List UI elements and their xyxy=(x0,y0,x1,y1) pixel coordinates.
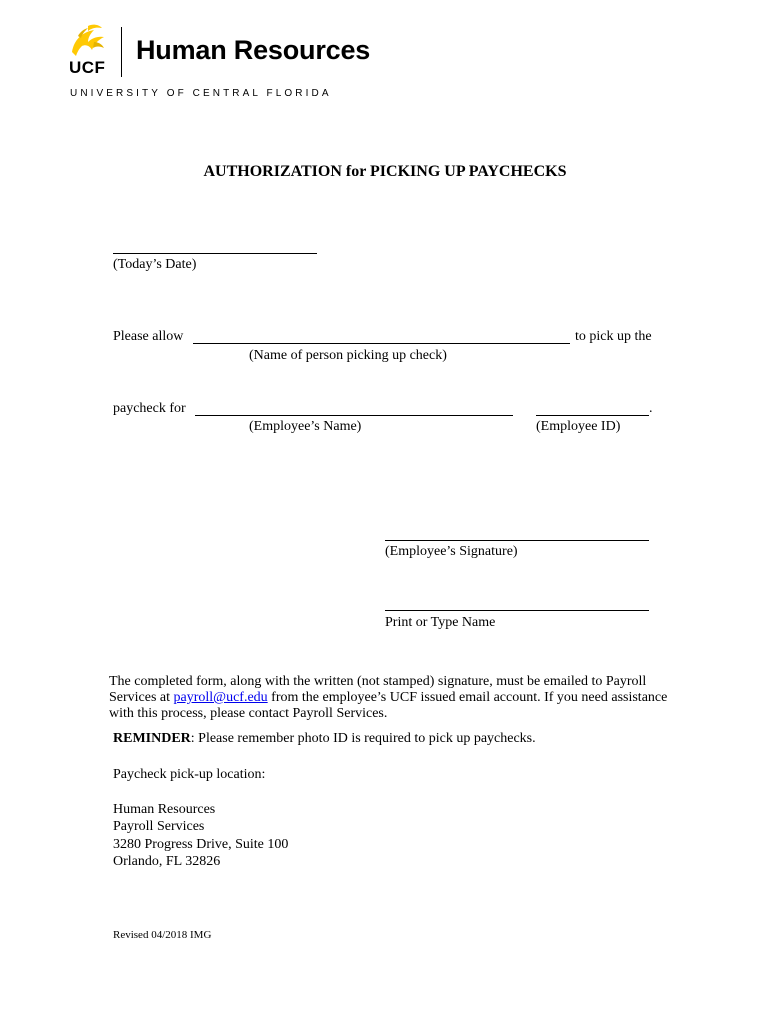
logo-initials: UCF xyxy=(69,58,106,77)
employee-name-field[interactable] xyxy=(195,415,513,416)
todays-date-field[interactable] xyxy=(113,253,317,254)
reminder-text: : Please remember photo ID is required to pick up paychecks. xyxy=(190,731,536,746)
reminder xyxy=(113,730,536,747)
instructions-text-after: from the employee’s UCF issued email account. If you need assistance with this process, please contact Payroll Services. xyxy=(109,690,668,721)
revision-note: Revised 04/2018 IMG xyxy=(113,929,212,941)
employee-id-label: (Employee ID) xyxy=(536,419,621,434)
employee-signature-label: (Employee’s Signature) xyxy=(385,544,518,559)
department-name: Human Resources xyxy=(136,35,371,65)
address-line: Human Resources xyxy=(113,802,216,817)
university-name: UNIVERSITY OF CENTRAL FLORIDA xyxy=(70,88,332,99)
period: . xyxy=(649,401,653,416)
employee-id-field[interactable] xyxy=(536,415,649,416)
employee-signature-field[interactable] xyxy=(385,540,649,541)
address-line: 3280 Progress Drive, Suite 100 xyxy=(113,837,289,852)
address-line: Payroll Services xyxy=(113,819,205,834)
pickup-heading: Paycheck pick-up location: xyxy=(113,767,266,782)
allow-suffix: to pick up the xyxy=(575,329,652,344)
instructions-paragraph xyxy=(109,674,669,722)
employee-name-label: (Employee’s Name) xyxy=(249,419,362,434)
person-picking-up-label: (Name of person picking up check) xyxy=(249,348,447,363)
address-line: Orlando, FL 32826 xyxy=(113,854,221,869)
print-name-label: Print or Type Name xyxy=(385,615,496,630)
paycheck-prefix: paycheck for xyxy=(113,401,186,416)
allow-prefix: Please allow xyxy=(113,329,184,344)
payroll-email-link[interactable]: payroll@ucf.edu xyxy=(173,690,268,705)
form-title: AUTHORIZATION for PICKING UP PAYCHECKS xyxy=(203,163,567,180)
todays-date-label: (Today’s Date) xyxy=(113,257,197,272)
instructions-text-before: The completed form, along with the written (not stamped) signature, must be emailed to Payroll Services at xyxy=(109,674,647,705)
person-picking-up-field[interactable] xyxy=(193,343,570,344)
ucf-pegasus-logo-icon xyxy=(68,22,108,58)
print-name-field[interactable] xyxy=(385,610,649,611)
logo-divider xyxy=(121,27,122,77)
reminder-label: REMINDER xyxy=(113,731,191,746)
